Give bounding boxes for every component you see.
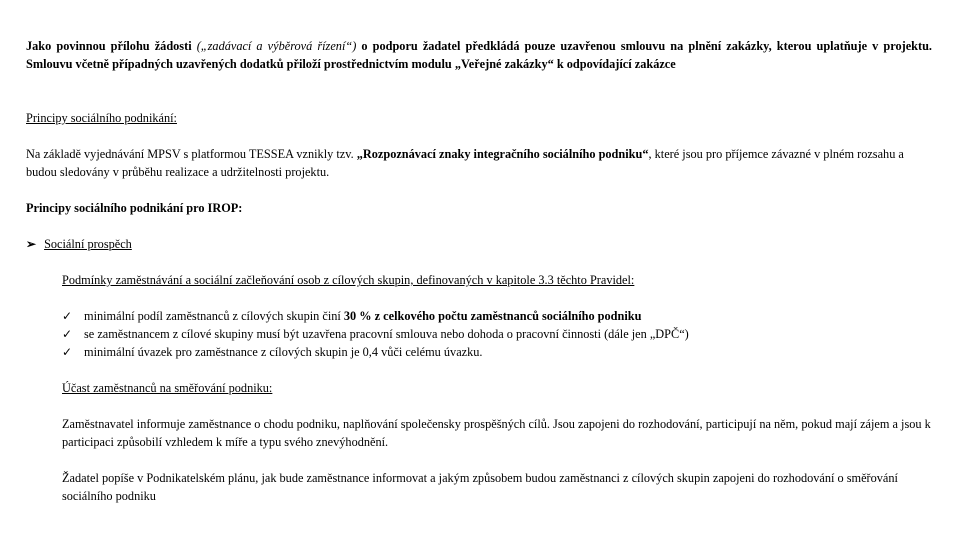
- arrow-bullet-icon: ➢: [26, 237, 37, 251]
- checkmark-icon: ✓: [62, 345, 73, 359]
- intro-paragraph: [26, 37, 932, 73]
- checklist-item-text: se zaměstnancem z cílové skupiny musí být uzavřena pracovní smlouva nebo dohoda o pracovní činnosti (dále jen „DPČ“): [84, 327, 689, 341]
- employment-checklist: [62, 307, 689, 361]
- heading-principles: Principy sociálního podnikání:: [26, 111, 177, 125]
- checklist-item-bold: 30 % z celkového počtu zaměstnanců sociálního podniku: [343, 309, 642, 323]
- checklist-item: [62, 343, 689, 361]
- intro-text-part1: Jako povinnou přílohu žádosti: [26, 39, 197, 53]
- business-plan-paragraph: Žadatel popíše v Podnikatelském plánu, jak bude zaměstnance informovat a jakým způsobem budou zaměstnanci z cílových skupin zapojeni do rozhodování o směřování sociálního podniku: [62, 471, 898, 503]
- checklist-item-text: minimální podíl zaměstnanců z cílových skupin činí: [84, 309, 344, 323]
- checklist-item: [62, 307, 689, 325]
- participation-paragraph: Zaměstnavatel informuje zaměstnance o chodu podniku, naplňování společensky prospěšných cílů. Jsou zapojeni do rozhodování, participují na něm, pokud mají zájem a jsou k participaci způsobilí vzhledem k míře a typu svého znevýhodnění.: [62, 417, 931, 449]
- heading-irop-principles: Principy sociálního podnikání pro IROP:: [26, 201, 243, 215]
- section-social-benefit: [26, 235, 132, 253]
- tessea-paragraph: [26, 145, 936, 181]
- tessea-bold-text: „Rozpoznávací znaky integračního sociálního podniku“: [356, 147, 649, 161]
- subheading-employment-conditions: Podmínky zaměstnávání a sociální začleňování osob z cílových skupin, definovaných v kapitole 3.3 těchto Pravidel:: [62, 273, 635, 287]
- intro-italic-text: („zadávací a výběrová řízení“): [196, 39, 357, 53]
- checklist-item-text: minimální úvazek pro zaměstnance z cílových skupin je 0,4 vůči celému úvazku.: [84, 345, 483, 359]
- checkmark-icon: ✓: [62, 309, 73, 323]
- section-title: Sociální prospěch: [44, 237, 132, 251]
- tessea-text-part1: Na základě vyjednávání MPSV s platformou TESSEA vznikly tzv.: [26, 147, 357, 161]
- checklist-item: [62, 325, 689, 343]
- checkmark-icon: ✓: [62, 327, 73, 341]
- subheading-employee-participation: Účast zaměstnanců na směřování podniku:: [62, 381, 273, 395]
- intro-text-part2: o podporu žadatel předkládá pouze uzavřenou smlouvu na plnění zakázky, kterou uplatňuje v projektu. Smlouvu včetně případných uzavřených dodatků přiloží prostřednictvím modulu „Veřejné zakázky“ k odpovídající zakázce: [26, 39, 932, 71]
- tessea-text-part2: , které jsou pro příjemce závazné v plném rozsahu a budou sledovány v průběhu realizace a udržitelnosti projektu.: [26, 147, 904, 179]
